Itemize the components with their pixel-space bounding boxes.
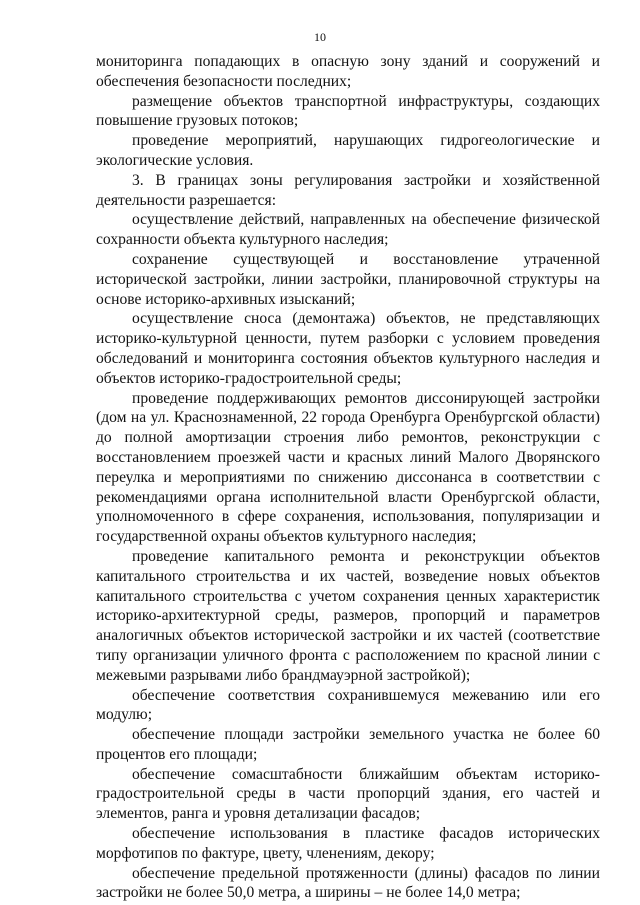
paragraph: проведение поддерживающих ремонтов диссонирующей застройки (дом на ул. Краснознаменной, 22 города Оренбурга Оренбургской области) до полной амортизации строения либо ремонтов, реконструкции с восстановлением проезжей части и красных линий Малого Дворянского переулка и мероприятиями по снижению диссонанса в соответствии с рекомендациями органа исполнительной власти Оренбургской области, уполномоченного в сфере сохранения, использования, популяризации и государственной охраны объектов культурного наследия;: [96, 389, 600, 546]
paragraph: осуществление действий, направленных на обеспечение физической сохранности объекта культурного наследия;: [96, 211, 600, 249]
paragraph: проведение капитального ремонта и реконструкции объектов капитального строительства и их частей, возведение новых объектов капитального строительства с учетом сохранения ценных характеристик историко-архитектурной среды, размеров, пропорций и параметров аналогичных объектов исторической застройки и их частей (соответствие типу организации уличного фронта с расположением по красной линии с межевыми разрывами либо брандмауэрной застройкой);: [96, 547, 600, 684]
paragraph: проведение мероприятий, нарушающих гидрогеологические и экологические условия.: [96, 132, 600, 169]
paragraph: 3. В границах зоны регулирования застройки и хозяйственной деятельности разрешается:: [96, 171, 600, 209]
paragraph: размещение объектов транспортной инфраструктуры, создающих повышение грузовых потоков;: [96, 92, 600, 130]
paragraph: обеспечение сомасштабности ближайшим объектам историко-градостроительной среды в части пропорций здания, его частей и элементов, ранга и уровня детализации фасадов;: [96, 765, 600, 823]
page-number: 10: [314, 30, 326, 44]
document-body: [96, 52, 600, 903]
paragraph: обеспечение предельной протяженности (длины) фасадов по линии застройки не более 50,0 метра, а ширины – не более 14,0 метра;: [96, 864, 600, 902]
paragraph: мониторинга попадающих в опасную зону зданий и сооружений и обеспечения безопасности последних;: [96, 53, 600, 90]
paragraph: сохранение существующей и восстановление утраченной исторической застройки, линии застройки, планировочной структуры на основе историко-архивных изысканий;: [96, 250, 600, 308]
paragraph: осуществление сноса (демонтажа) объектов, не представляющих историко-культурной ценности, путем разборки с условием проведения обследований и мониторинга состояния объектов культурного наследия и объектов историко-градостроительной среды;: [96, 310, 600, 387]
paragraph: обеспечение соответствия сохранившемуся межеванию или его модулю;: [96, 686, 600, 724]
paragraph: обеспечение использования в пластике фасадов исторических морфотипов по фактуре, цвету, членениям, декору;: [96, 825, 600, 862]
paragraph: обеспечение площади застройки земельного участка не более 60 процентов его площади;: [96, 726, 600, 763]
